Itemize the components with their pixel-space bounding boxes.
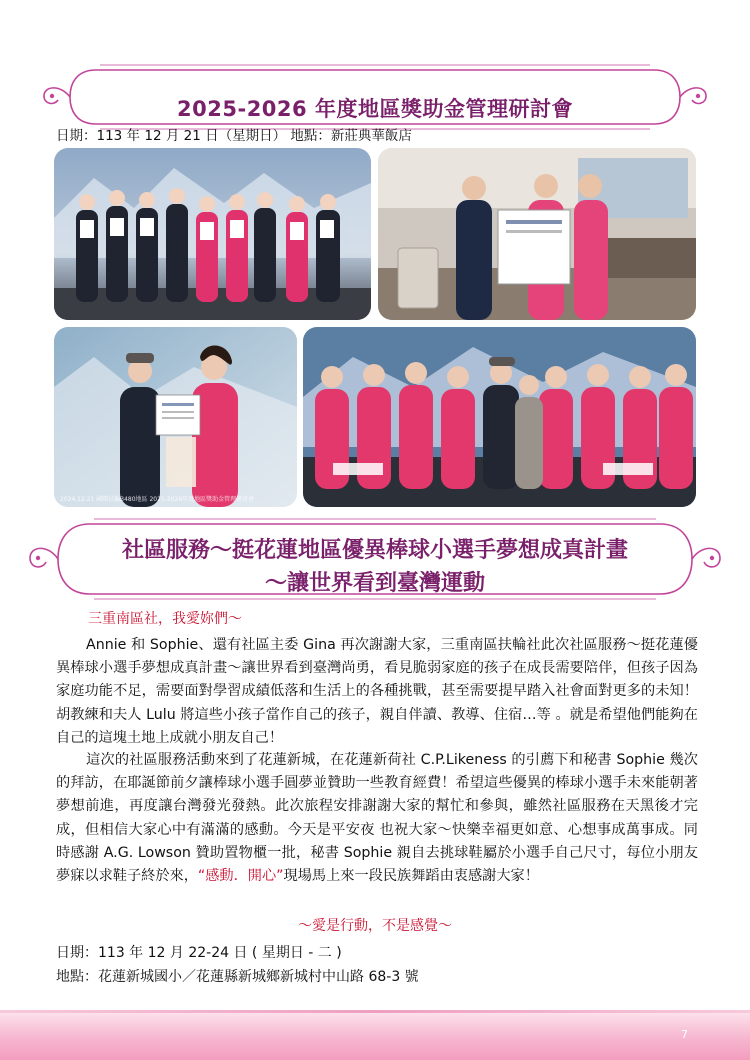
section1-date-location: 日期：113 年 12 月 21 日（星期日） 地點：新莊典華飯店 — [56, 128, 412, 144]
paragraph-2-highlight: “感動．開心” — [197, 868, 284, 885]
section2-title-line2: ～讓世界看到臺灣運動 — [264, 571, 485, 596]
paragraph-1-text: Annie 和 Sophie、還有社區主委 Gina 再次謝謝大家，三重南區扶輪社此次社區服務～挺花蓮優異棒球小選手夢想成真計畫～讓世界看到臺灣尚勇，看見脆弱家庭的孩子在成長需要陪伴，但孩子因為家庭功能不足，需要面對學習成績低落和生活上的各種挑戰，甚至需要提早踏入社會面對更多的未知！胡教練和夫人 Lulu 將這些小孩子當作自己的孩子，親自伴讀、教導、住宿…等 。就是希望他們能夠在自己的這塊土地上成就小朋友自己！ — [56, 637, 698, 746]
section2-location: 地點：花蓮新城國小／花蓮縣新城鄉新城村中山路 68-3 號 — [56, 969, 419, 985]
ornament-scroll-left-icon — [50, 94, 54, 98]
ornament-scroll-left-icon — [36, 556, 40, 560]
slogan: ～愛是行動，不是感覺～ — [298, 918, 452, 934]
footer-band — [0, 1010, 750, 1060]
page-number: 7 — [681, 1028, 688, 1041]
section1-title: 2025-2026 年度地區獎助金管理研討會 — [177, 97, 573, 121]
paragraph-2-text-b: 現場馬上來一段民族舞蹈由衷感謝大家！ — [283, 868, 539, 885]
paragraph-2 — [56, 749, 698, 888]
ornament-scroll-right-icon — [696, 94, 700, 98]
photo-certificate-award — [54, 327, 297, 507]
photo-caption: 2024.12.21 國際扶輪3480地區 2025-2026年度地區獎助金管理研討會 — [60, 496, 255, 503]
section2-subheading: 三重南區社，我愛妳們～ — [88, 611, 242, 627]
paragraph-1 — [56, 634, 698, 750]
section2-date: 日期：113 年 12 月 22-24 日 ( 星期日 - 二 ) — [56, 945, 342, 961]
photo-certificate-indoor — [378, 148, 696, 320]
ornament-scroll-right-icon — [710, 556, 714, 560]
photo-group-stage — [54, 148, 371, 320]
section2-title-line1: 社區服務～挺花蓮地區優異棒球小選手夢想成真計畫 — [121, 538, 628, 563]
paragraph-2-text-a: 這次的社區服務活動來到了花蓮新城，在花蓮新荷社 C.P.Likeness 的引薦下和秘書 Sophie 幾次的拜訪，在耶誕節前夕讓棒球小選手圓夢並贊助一些教育經費！希望這些優異的棒球小選手未來能朝著夢想前進，再度讓台灣發光發熱。此次旅程安排謝謝大家的幫忙和參與，雖然社區服務在天黑後才完成，但相信大家心中有滿滿的感動。今天是平安夜 也祝大家～快樂幸福更如意、心想事成萬事成。同時感謝 A.G. Lowson 贊助置物櫃一批，秘書 Sophie 親自去挑球鞋屬於小選手自己尺寸，每位小朋友夢寐以求鞋子終於來， — [56, 752, 698, 885]
photo-group-thumbs-up — [303, 327, 696, 507]
